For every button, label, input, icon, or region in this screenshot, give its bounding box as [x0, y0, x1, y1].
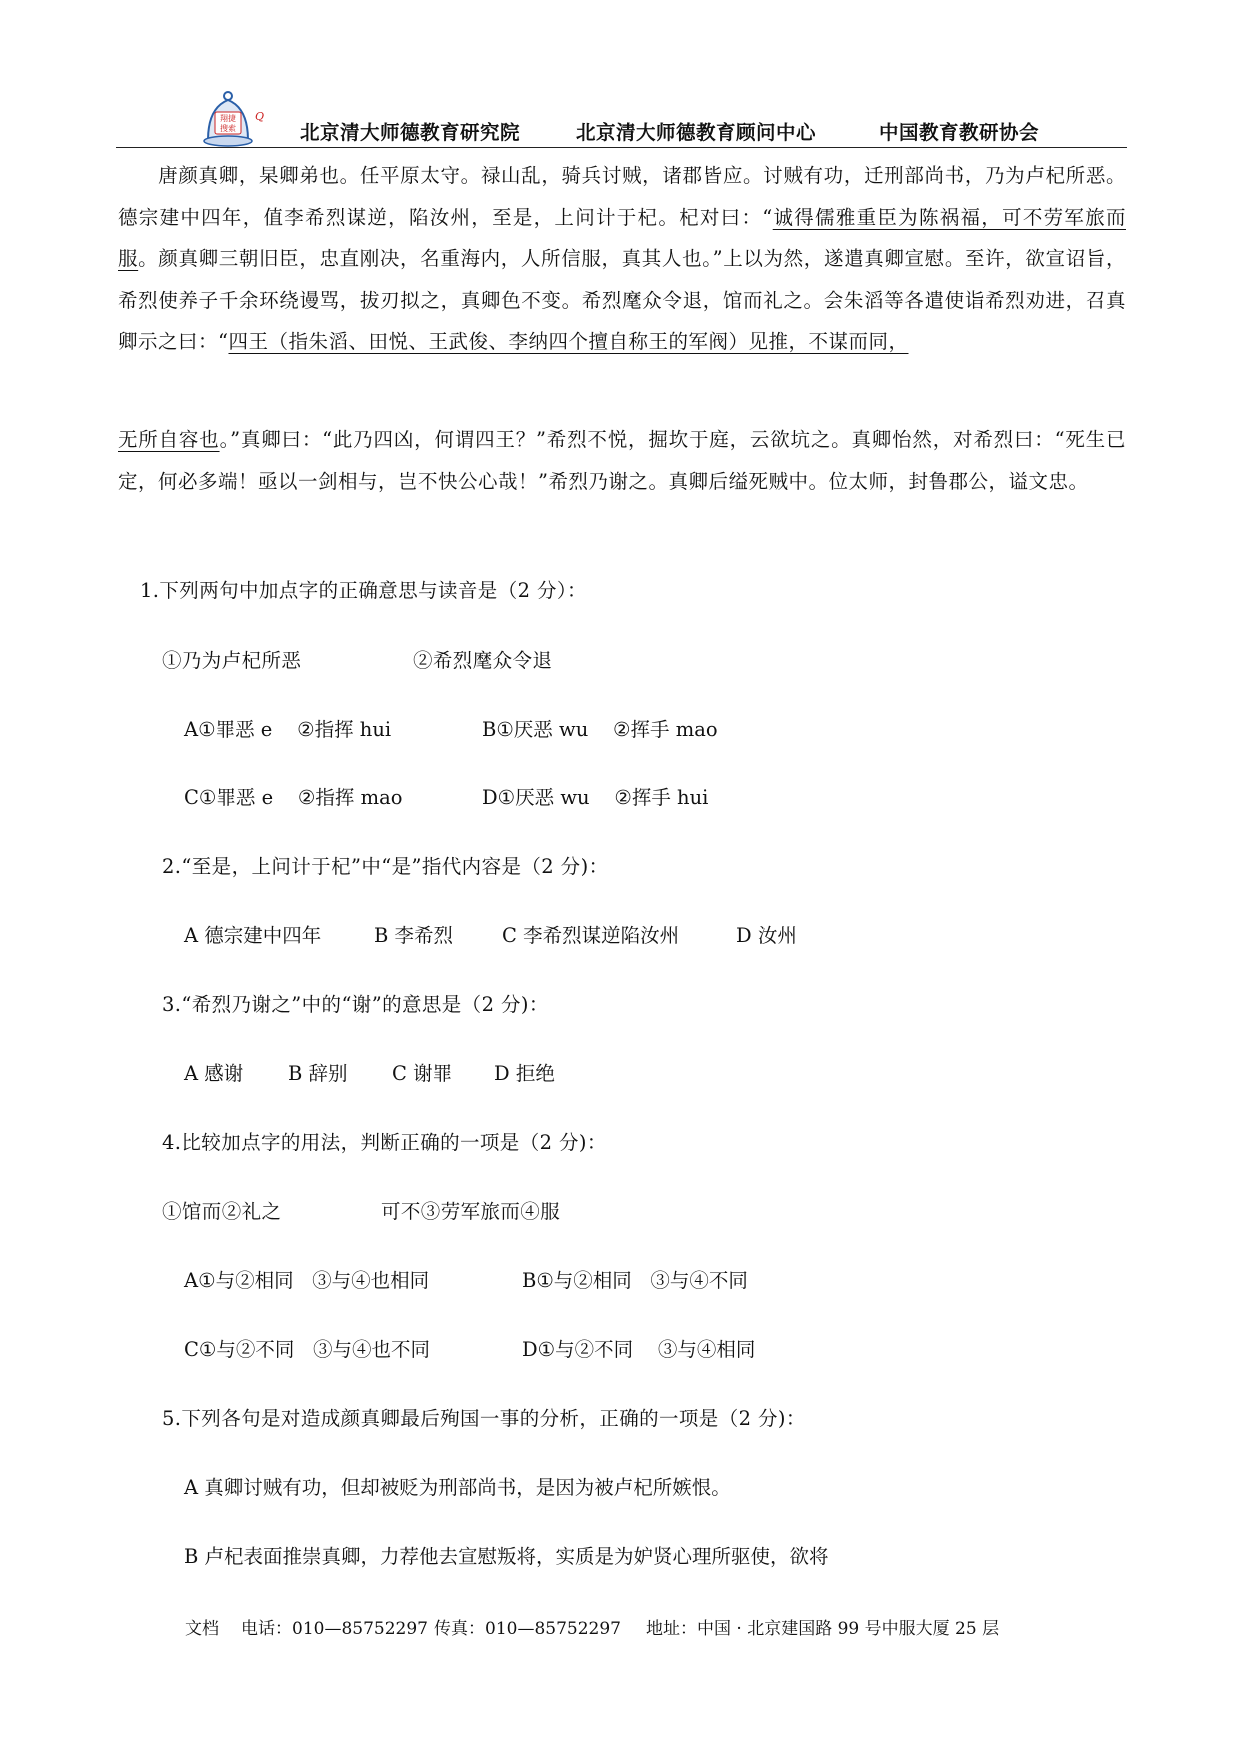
bell-logo-icon: [198, 88, 266, 150]
option-2-b: B 李希烈: [374, 924, 454, 947]
question-5: 5.下列各句是对造成颜真卿最后殉国一事的分析，正确的一项是（2 分)：: [162, 1407, 806, 1430]
logo-text-2: 搜索: [220, 124, 236, 133]
header-org-2: 北京清大师德教育顾问中心: [576, 121, 817, 144]
option-3-a: A 感谢: [184, 1062, 244, 1085]
option-4-d: D①与②不同 ③与④相同: [522, 1338, 756, 1361]
question-4: 4.比较加点字的用法，判断正确的一项是（2 分)：: [162, 1131, 607, 1154]
footer-phone: 电话：010—85752297: [241, 1619, 428, 1639]
option-3-c: C 谢罪: [392, 1062, 453, 1085]
option-1-a: A①罪恶 e ②指挥 hui: [184, 718, 392, 741]
passage-text: 。”真卿曰：“此乃四凶，何谓四王？”希烈不悦，掘坎于庭，云欲坑之。真卿怡然，对希烈曰：“死生已定，何必多端！亟以一剑相与，岂不快公心哉！”希烈乃谢之。真卿后缢死贼中。位太师，封鲁郡公，谥文忠。: [118, 428, 1126, 493]
question-1-item-2: ②希烈麾众令退: [413, 649, 553, 672]
underlined-sentence-1: 诚得儒雅重臣为陈祸福，可不劳军旅而服: [118, 205, 1126, 271]
logo-text-1: 翔捷: [220, 114, 236, 123]
footer-address: 地址：中国 · 北京建国路 99 号中服大厦 25 层: [646, 1619, 1000, 1639]
option-5-a: A 真卿讨贼有功，但却被贬为刑部尚书，是因为被卢杞所嫉恨。: [184, 1476, 731, 1499]
option-4-a: A①与②相同 ③与④也相同: [184, 1269, 430, 1292]
header-divider: [116, 147, 1127, 148]
question-2: 2.“至是，上问计于杞”中“是”指代内容是（2 分)：: [162, 855, 609, 878]
passage-paragraph-1: [118, 155, 1126, 363]
question-4-item-2: 可不③劳军旅而④服: [381, 1200, 561, 1223]
option-2-d: D 汝州: [736, 924, 797, 947]
footer-label: 文档: [185, 1619, 219, 1639]
question-3: 3.“希烈乃谢之”中的“谢”的意思是（2 分)：: [162, 993, 549, 1016]
option-1-c: C①罪恶 e ②指挥 mao: [184, 786, 403, 809]
option-2-c: C 李希烈谋逆陷汝州: [502, 924, 680, 947]
header-org-1: 北京清大师德教育研究院: [300, 121, 521, 144]
footer-fax: 传真：010—85752297: [434, 1619, 621, 1639]
passage-paragraph-2: [118, 419, 1126, 502]
logo-mark: Q: [255, 110, 265, 123]
option-1-b: B①厌恶 wu ②挥手 mao: [482, 718, 718, 741]
option-3-b: B 辞别: [288, 1062, 348, 1085]
option-3-d: D 拒绝: [494, 1062, 555, 1085]
option-4-b: B①与②相同 ③与④不同: [522, 1269, 748, 1292]
underlined-sentence-2: 四王（指朱滔、田悦、王武俊、李纳四个擅自称王的军阀）见推，不谋而同，: [228, 330, 909, 354]
passage-text: 。颜真卿三朝旧臣，忠直刚决，名重海内，人所信服，真其人也。”上以为然，遂遣真卿宣慰。至许，欲宣诏旨，希烈使养子千余环绕谩骂，拔刃拟之，真卿色不变。希烈麾众令退，馆而礼之。会朱滔等各遣使诣希烈劝进，召真卿示之曰：“: [118, 247, 1126, 354]
header-org-3: 中国教育教研协会: [879, 121, 1040, 144]
underlined-sentence-2-cont: 无所自容也: [118, 428, 220, 451]
question-4-item-1: ①馆而②礼之: [162, 1200, 282, 1223]
option-2-a: A 德宗建中四年: [184, 924, 322, 947]
option-5-b: B 卢杞表面推崇真卿，力荐他去宣慰叛将，实质是为妒贤心理所驱使，欲将: [184, 1545, 829, 1568]
question-1: 1.下列两句中加点字的正确意思与读音是（2 分）：: [140, 579, 587, 602]
passage-text: 唐颜真卿，杲卿弟也。任平原太守。禄山乱，骑兵讨贼，诸郡皆应。讨贼有功，迁刑部尚书，乃为卢杞所恶。德宗建中四年，值李希烈谋逆，陷汝州，至是，上问计于杞。杞对曰：“: [118, 164, 1126, 229]
logo: [198, 88, 266, 150]
question-1-item-1: ①乃为卢杞所恶: [162, 649, 302, 672]
option-4-c: C①与②不同 ③与④也不同: [184, 1338, 430, 1361]
option-1-d: D①厌恶 wu ②挥手 hui: [482, 786, 709, 809]
